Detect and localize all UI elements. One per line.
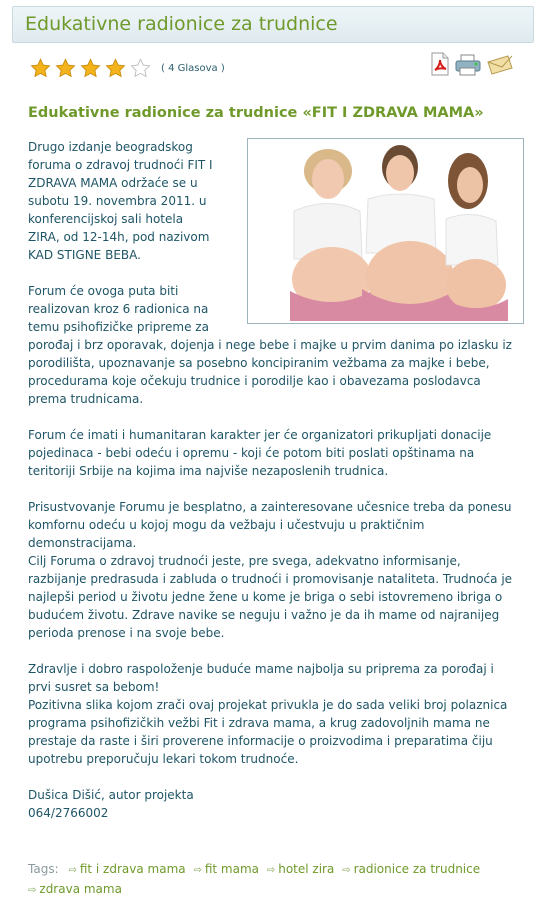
article-paragraph: Prisustvovanje Forumu je besplatno, a zainteresovane učesnice treba da ponesu komfornu odeću u kojoj mogu da vežbaju i učestvuju u praktičnim demonstracijama. <box>28 500 512 550</box>
printer-icon[interactable] <box>455 54 481 76</box>
tag-link-label: zdrava mama <box>39 882 122 896</box>
star-icon[interactable] <box>105 58 126 79</box>
page-header <box>12 6 534 43</box>
star-empty-icon[interactable] <box>130 58 151 79</box>
arrow-right-icon: ⇨ <box>266 865 276 876</box>
article-paragraph: Cilj Foruma o zdravoj trudnoći jeste, pre svega, adekvatno informisanje, razbijanje predrasuda i zabluda o trudnoći i promovisanje nataliteta. Trudnoća je najlepši period u životu jedne žene u kome je briga o sebi istovremeno ibriga o budućem životu. Zdrave navike se neguju i važno je da ih mame od najranijeg perioda prenose i na svoje bebe. <box>28 554 513 640</box>
article-paragraph: Drugo izdanje beogradskog foruma o zdravoj trudnoći FIT I ZDRAVA MAMA održaće se u subotu 19. novembra 2011. u konferencijskoj sali hotela ZIRA, od 12-14h, pod nazivom KAD STIGNE BEBA. <box>28 140 213 262</box>
arrow-right-icon: ⇨ <box>68 865 77 876</box>
tag-link[interactable] <box>68 862 185 876</box>
article-tools <box>425 52 514 76</box>
arrow-right-icon: ⇨ <box>193 865 202 876</box>
article-paragraph: Forum će imati i humanitaran karakter jer će organizatori prikupljati donacije pojedinaca - bebi odeću i opremu - koji će potom biti poslati opštinama na teritoriji Srbije na kojima ima najviše nezaposlenih trudnica. <box>28 428 492 478</box>
article-photo <box>247 138 524 324</box>
envelope-icon[interactable] <box>486 54 514 76</box>
tag-link-label: fit i zdrava mama <box>79 862 186 876</box>
author-name: Dušica Dišić, autor projekta <box>28 788 194 802</box>
pregnant-women-photo <box>250 141 521 321</box>
star-icon[interactable] <box>30 58 51 79</box>
article-paragraph: Forum će ovoga puta biti realizovan kroz 6 radionica na temu psihofizičke pripreme za porođaj i brz oporavak, dojenja i nege bebe i majke u prvim danima po izlasku iz porodilišta, upoznavanje sa posebno koncipiranim vežbama za majke i bebe, procedurama koje očekuju trudnice i porodilje kao i obavezama poslodavca prema trudnicama. <box>28 284 512 406</box>
tag-link-label: fit mama <box>204 862 260 876</box>
votes-count: ( 4 Glasova ) <box>161 62 225 74</box>
tags-section <box>28 860 498 900</box>
tag-link[interactable] <box>342 862 480 876</box>
article-title: Edukativne radionice za trudnice «FIT I ZDRAVA MAMA» <box>28 105 484 121</box>
star-icon[interactable] <box>55 58 76 79</box>
star-icon[interactable] <box>80 58 101 79</box>
rating-widget <box>30 57 225 79</box>
article-paragraph: Zdravlje i dobro raspoloženje buduće mame najbolja su priprema za porođaj i prvi susret sa bebom! <box>28 662 494 694</box>
tag-link-label: radionice za trudnice <box>353 862 481 876</box>
arrow-right-icon: ⇨ <box>28 885 37 896</box>
page-title: Edukativne radionice za trudnice <box>25 13 338 35</box>
tag-link[interactable] <box>267 862 335 876</box>
tag-link[interactable] <box>193 862 259 876</box>
tag-link[interactable] <box>28 882 122 896</box>
arrow-right-icon: ⇨ <box>342 865 351 876</box>
pdf-icon[interactable] <box>430 52 450 76</box>
tag-link-label: hotel zira <box>278 862 335 876</box>
article-paragraph: Pozitivna slika kojom zrači ovaj projekat privukla je do sada veliki broj polaznica programa psihofizičkih vežbi Fit i zdrava mama, a krug zadovoljnih mama ne prestaje da raste i širi proverene informacije o proizvodima i preparatima čiju upotrebu preporučuju lekari tokom trudnoće. <box>28 698 508 766</box>
author-phone: 064/2766002 <box>28 806 109 820</box>
tags-label: Tags: <box>28 862 59 876</box>
article-body <box>28 138 516 840</box>
